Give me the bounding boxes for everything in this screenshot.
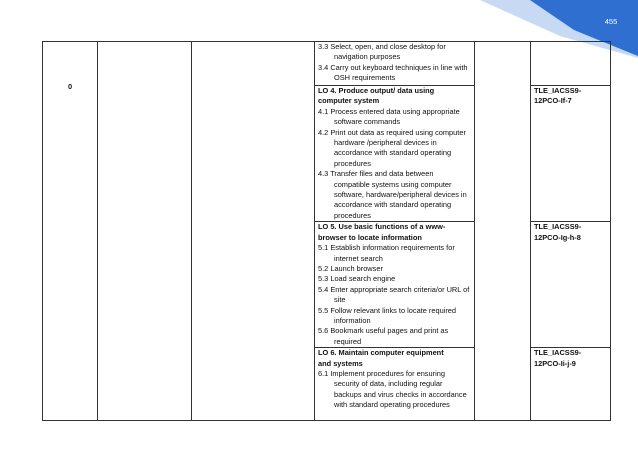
- row-number: 0: [67, 82, 73, 91]
- table-row: [43, 42, 611, 86]
- code-text: TLE_IACSS9-12PCO-If-7: [534, 86, 582, 106]
- standards-cell: [192, 42, 315, 421]
- list-item: 5.5 Follow relevant links to locate required information: [318, 305, 457, 325]
- content-cell: [98, 42, 192, 421]
- lo-title: LO 6. Maintain computer equipment and systems: [318, 348, 444, 368]
- competency-cell: [315, 348, 475, 421]
- code-cell: [531, 42, 611, 86]
- code-text: TLE_IACSS9-12PCO-Ii-j-9: [534, 348, 582, 368]
- lo-title: LO 4. Produce output/ data using computer system: [318, 86, 435, 106]
- page-number: 455: [604, 17, 618, 26]
- list-item: 5.3 Load search engine: [318, 274, 396, 284]
- blank-cell: [475, 42, 531, 421]
- grade-cell: [43, 42, 98, 421]
- competency-cell: [315, 42, 475, 86]
- list-item: 4.1 Process entered data using appropriate software commands: [318, 106, 460, 127]
- code-cell: [531, 348, 611, 421]
- list-item: 5.1 Establish information requirements for internet search: [318, 243, 455, 263]
- list-item: 4.3 Transfer files and data between compatible systems using computer software, hardware/peripheral devices in accordance with standard operating procedures: [318, 169, 467, 220]
- code-text: TLE_IACSS9-12PCO-Ig-h-8: [534, 222, 582, 242]
- list-item: 5.4 Enter appropriate search criteria/or URL of site: [318, 284, 470, 305]
- list-item: 5.6 Bookmark useful pages and print as required: [318, 326, 449, 346]
- lo-title: LO 5. Use basic functions of a www-browser to locate information: [318, 222, 446, 242]
- list-item: 5.2 Launch browser: [318, 263, 383, 273]
- competency-cell: [315, 86, 475, 222]
- code-cell: [531, 222, 611, 348]
- code-cell: [531, 86, 611, 222]
- list-item: 3.4 Carry out keyboard techniques in line with OSH requirements: [318, 62, 468, 83]
- list-item: 4.2 Print out data as required using computer hardware /peripheral devices in accordance with standard operating procedures: [318, 127, 466, 168]
- list-item: 6.1 Implement procedures for ensuring security of data, including regular backups and virus checks in accordance with standard operating procedures: [318, 368, 467, 410]
- curriculum-table: [42, 41, 611, 421]
- competency-cell: [315, 222, 475, 348]
- list-item: 3.3 Select, open, and close desktop for navigation purposes: [318, 42, 446, 62]
